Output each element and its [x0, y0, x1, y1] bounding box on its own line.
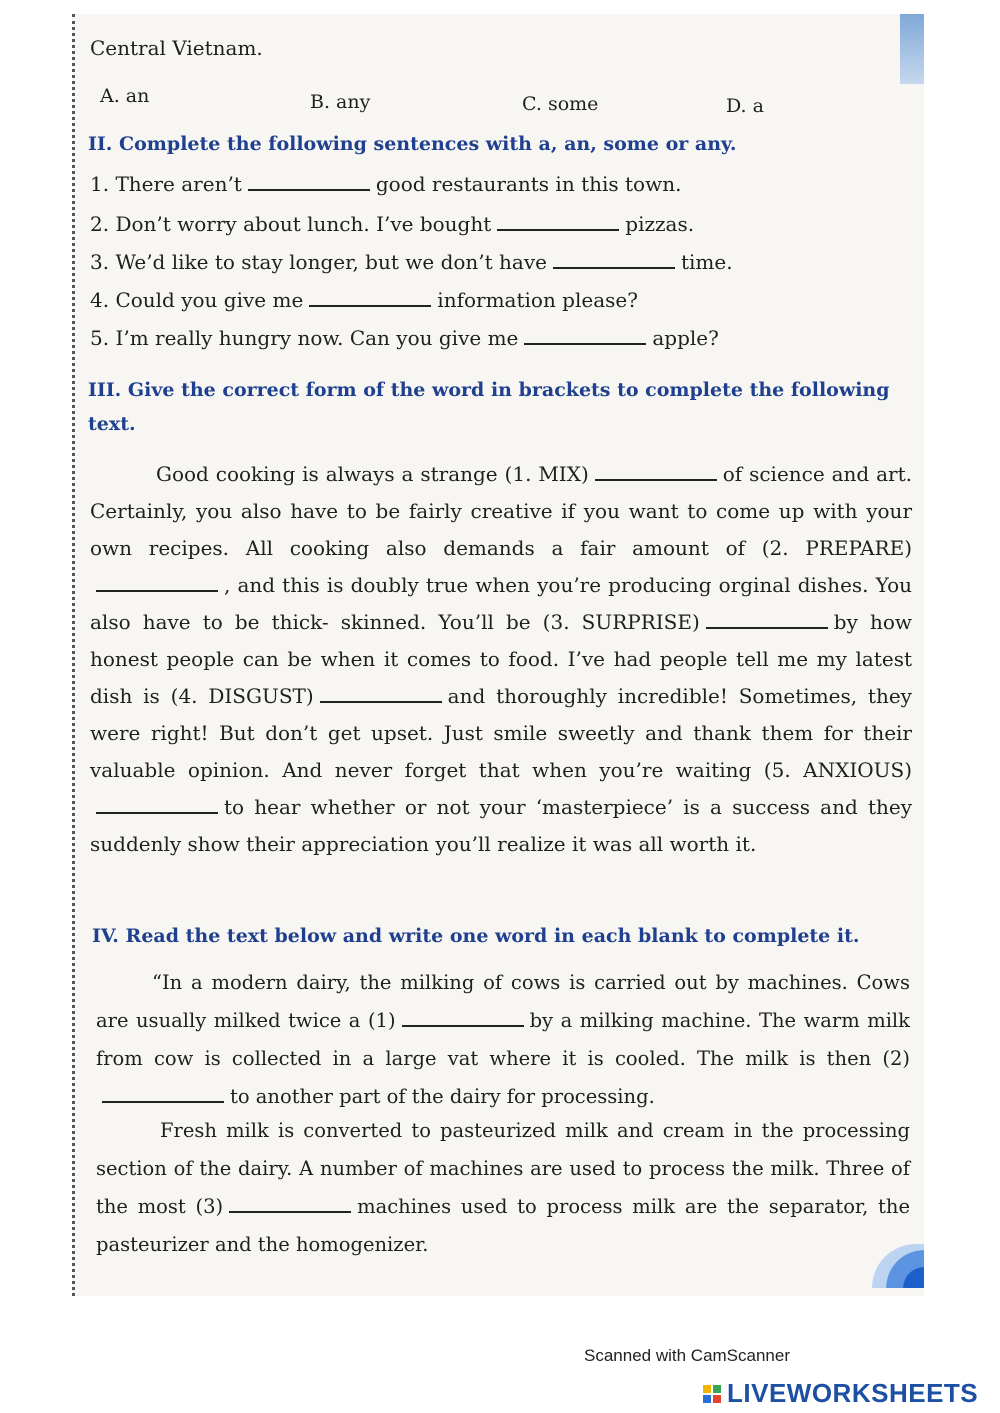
s2-item-1-after: good restaurants in this town.	[375, 172, 682, 196]
option-b[interactable]: B. any	[310, 91, 371, 113]
option-c[interactable]: C. some	[522, 93, 599, 115]
s2-item-2	[90, 212, 694, 236]
brand-logo[interactable]	[703, 1378, 978, 1409]
s2-item-5-after: apple?	[652, 326, 719, 350]
s2-item-5-before: 5. I’m really hungry now. Can you give me	[90, 326, 519, 350]
s2-item-3-after: time.	[680, 250, 733, 274]
s2-item-3	[90, 250, 733, 274]
s2-item-4-after: information please?	[437, 288, 638, 312]
option-d[interactable]: D. a	[726, 95, 764, 117]
section-4-heading: IV. Read the text below and write one word in each blank to complete it.	[92, 925, 860, 947]
s3-blank-2[interactable]	[96, 574, 218, 592]
s3-blank-1[interactable]	[595, 463, 717, 481]
page-edge-decoration	[900, 14, 924, 84]
s4-blank-3[interactable]	[229, 1195, 351, 1213]
s2-item-4	[90, 288, 638, 312]
s3-text-6: to hear whether or not your ‘masterpiece’ is a success and they suddenly show their appreciation you’ll realize it was all worth it.	[90, 795, 912, 856]
s2-item-2-after: pizzas.	[625, 212, 695, 236]
s3-text-5: and thoroughly incredible! Sometimes, they were right! But don’t get upset. Just smile sweetly and thank them for their valuable opinion. And never forget that when you’re waiting (5. ANXIOUS)	[90, 684, 912, 782]
question-fragment: Central Vietnam.	[90, 36, 263, 60]
brand-name: LIVEWORKSHEETS	[727, 1378, 979, 1408]
s4-text-2: by a milking machine. The warm milk from cow is collected in a large vat where it is cooled. The milk is then (2)	[96, 1009, 910, 1070]
s2-blank-3[interactable]	[553, 251, 675, 269]
s2-item-1-before: 1. There aren’t	[90, 172, 242, 196]
s2-item-5	[90, 326, 719, 350]
section-3-heading-line1: III. Give the correct form of the word in brackets to complete the following	[88, 379, 890, 401]
s2-item-1	[90, 172, 681, 196]
s4-blank-1[interactable]	[402, 1009, 524, 1027]
s2-blank-5[interactable]	[524, 327, 646, 345]
s2-item-4-before: 4. Could you give me	[90, 288, 304, 312]
s3-text-3: , and this is doubly true when you’re producing orginal dishes. You also have to be thick- skinned. You’ll be (3. SURPRISE)	[90, 573, 912, 634]
s4-blank-2[interactable]	[102, 1085, 224, 1103]
s2-item-3-before: 3. We’d like to stay longer, but we don’t have	[90, 250, 547, 274]
s2-blank-2[interactable]	[497, 213, 619, 231]
option-a[interactable]: A. an	[100, 85, 150, 107]
section-4-paragraph-2	[96, 1112, 910, 1264]
s3-blank-4[interactable]	[320, 685, 442, 703]
s3-blank-3[interactable]	[706, 611, 828, 629]
section-3-text	[90, 456, 912, 863]
s2-blank-4[interactable]	[309, 289, 431, 307]
s2-item-2-before: 2. Don’t worry about lunch. I’ve bought	[90, 212, 492, 236]
s3-text-1: Good cooking is always a strange (1. MIX)	[156, 462, 589, 486]
s3-text-4: by how honest people can be when it comes to food. I’ve had people tell me my latest dish is (4. DISGUST)	[90, 610, 913, 708]
s2-blank-1[interactable]	[248, 173, 370, 191]
s3-text-2: of science and art. Certainly, you also have to be fairly creative if you want to come up with your own recipes. All cooking also demands a fair amount of (2. PREPARE)	[90, 462, 912, 560]
section-3-heading-line2: text.	[88, 413, 136, 435]
s4-text-3: to another part of the dairy for processing.	[230, 1085, 655, 1108]
section-2-heading: II. Complete the following sentences with a, an, some or any.	[88, 133, 737, 155]
liveworksheets-icon	[703, 1385, 721, 1403]
s4-text-1: “In a modern dairy, the milking of cows is carried out by machines. Cows are usually milked twice a (1)	[96, 971, 910, 1032]
scanner-watermark: Scanned with CamScanner	[584, 1346, 791, 1365]
s4-text-5: machines used to process milk are the separator, the pasteurizer and the homogenizer.	[96, 1195, 910, 1256]
section-4-paragraph-1	[96, 964, 910, 1116]
s3-blank-5[interactable]	[96, 796, 218, 814]
s4-text-4: Fresh milk is converted to pasteurized milk and cream in the processing section of the dairy. A number of machines are used to process the milk. Three of the most (3)	[96, 1119, 910, 1218]
